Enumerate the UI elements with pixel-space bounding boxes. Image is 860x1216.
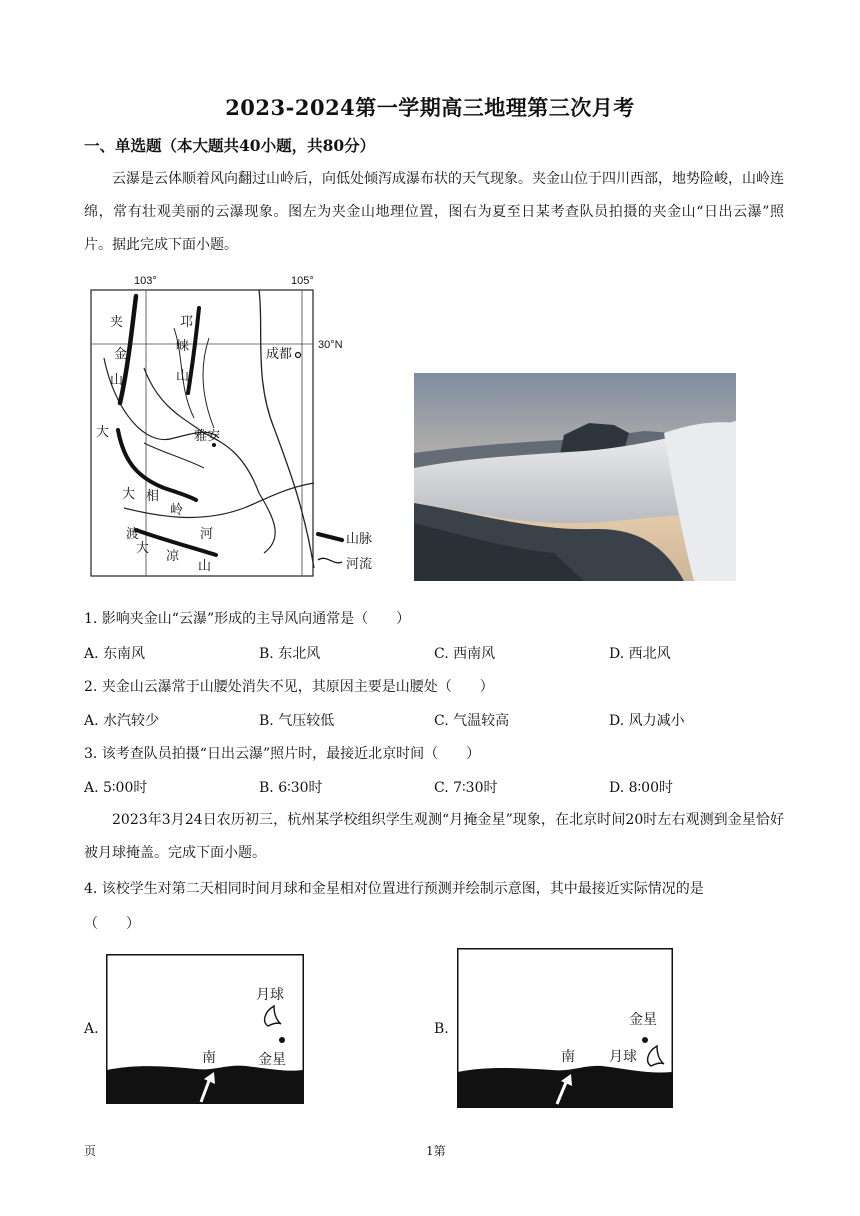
- jiajinshan-map: [84, 268, 373, 580]
- question-1-stem: 1. 影响夹金山“云瀑”形成的主导风向通常是（ ）: [84, 611, 411, 627]
- section-heading: 一、单选题（本大题共40小题，共80分）: [84, 136, 376, 155]
- label-qiong: 邛: [180, 315, 194, 330]
- lon-105: 105°: [291, 275, 314, 287]
- figure-a-moon-label: 月球: [256, 987, 284, 1003]
- label-yaan: 雅安: [194, 429, 221, 444]
- label-chengdu: 成都: [266, 347, 293, 362]
- label-da1: 大: [96, 425, 110, 440]
- question-2-option-a[interactable]: A. 水汽较少: [84, 713, 160, 729]
- question-1-option-b[interactable]: B. 东北风: [259, 646, 321, 662]
- question-3-option-c[interactable]: C. 7∶30时: [434, 780, 498, 796]
- legend-mountain: 山脉: [346, 532, 373, 547]
- question-2-stem: 2. 夹金山云瀑常于山腰处消失不见，其原因主要是山腰处（ ）: [84, 679, 494, 695]
- passage-2: 2023年3月24日农历初三，杭州某学校组织学生观测“月掩金星”现象，在北京时间20时左右观测到金星恰好被月球掩盖。完成下面小题。: [84, 812, 784, 861]
- label-xiang: 相: [146, 489, 160, 504]
- figure-a-venus-icon: [279, 1037, 285, 1043]
- label-shan3: 山: [198, 559, 212, 574]
- cloud-waterfall-photo: [414, 373, 736, 581]
- figure-a[interactable]: [106, 954, 304, 1104]
- question-3-option-d[interactable]: D. 8∶00时: [609, 780, 673, 796]
- question-1-option-d[interactable]: D. 西北风: [609, 646, 671, 662]
- figure-b[interactable]: [457, 948, 673, 1108]
- lon-103: 103°: [134, 275, 157, 287]
- horizon-ground: [107, 1066, 304, 1104]
- figure-a-label[interactable]: A.: [84, 1021, 99, 1037]
- label-shan1: 山: [110, 373, 124, 388]
- legend-river: 河流: [346, 557, 373, 572]
- question-4-bracket: （ ）: [84, 916, 140, 932]
- label-jin: 金: [114, 347, 128, 362]
- footer-page-number: 1第: [426, 1144, 446, 1158]
- question-3-option-b[interactable]: B. 6∶30时: [259, 780, 323, 796]
- figure-a-south: 南: [202, 1050, 216, 1066]
- river: [144, 443, 204, 468]
- label-jia: 夹: [110, 315, 124, 330]
- question-2-option-b[interactable]: B. 气压较低: [259, 713, 335, 729]
- passage-1: 云瀑是云体顺着风向翻过山岭后，向低处倾泻成瀑布状的天气现象。夹金山位于四川西部，地势险峻，山岭连绵，常有壮观美丽的云瀑现象。图左为夹金山地理位置，图右为夏至日某考查队员拍摄的夹金山“日出云瀑”照片。据此完成下面小题。: [84, 171, 784, 253]
- label-he: 河: [200, 527, 214, 542]
- question-1-option-c[interactable]: C. 西南风: [434, 646, 496, 662]
- question-2-option-c[interactable]: C. 气温较高: [434, 713, 510, 729]
- lat-30n: 30°N: [318, 339, 343, 351]
- river: [144, 368, 275, 553]
- figure-b-venus-label: 金星: [629, 1012, 657, 1028]
- legend-mountain-symbol: [318, 534, 342, 540]
- figure-a-venus-label: 金星: [258, 1052, 286, 1068]
- page-title: 2023-2024第一学期高三地理第三次月考: [225, 95, 635, 120]
- figure-b-south: 南: [561, 1049, 575, 1065]
- question-3-option-a[interactable]: A. 5∶00时: [84, 780, 148, 796]
- footer-left: 页: [84, 1144, 97, 1158]
- river: [259, 290, 314, 568]
- chengdu-marker: [296, 353, 301, 358]
- question-1-option-a[interactable]: A. 东南风: [84, 646, 146, 662]
- question-4-stem: 4. 该校学生对第二天相同时间月球和金星相对位置进行预测并绘制示意图，其中最接近实际情况的是: [84, 881, 704, 897]
- figure-b-venus-icon: [642, 1037, 648, 1043]
- figure-b-label[interactable]: B.: [434, 1021, 449, 1037]
- label-shan2: 山: [176, 369, 190, 384]
- question-2-option-d[interactable]: D. 风力减小: [609, 713, 685, 729]
- label-lai: 崃: [176, 339, 190, 354]
- label-liang: 凉: [166, 549, 180, 564]
- label-ling: 岭: [170, 503, 184, 518]
- river: [203, 338, 214, 428]
- legend-river-symbol: [318, 558, 342, 563]
- question-3-stem: 3. 该考查队员拍摄“日出云瀑”照片时，最接近北京时间（ ）: [84, 746, 481, 762]
- label-da2: 大: [122, 487, 136, 502]
- label-da3: 大: [136, 541, 150, 556]
- figure-b-moon-label: 月球: [609, 1049, 637, 1065]
- label-du: 渡: [126, 527, 140, 542]
